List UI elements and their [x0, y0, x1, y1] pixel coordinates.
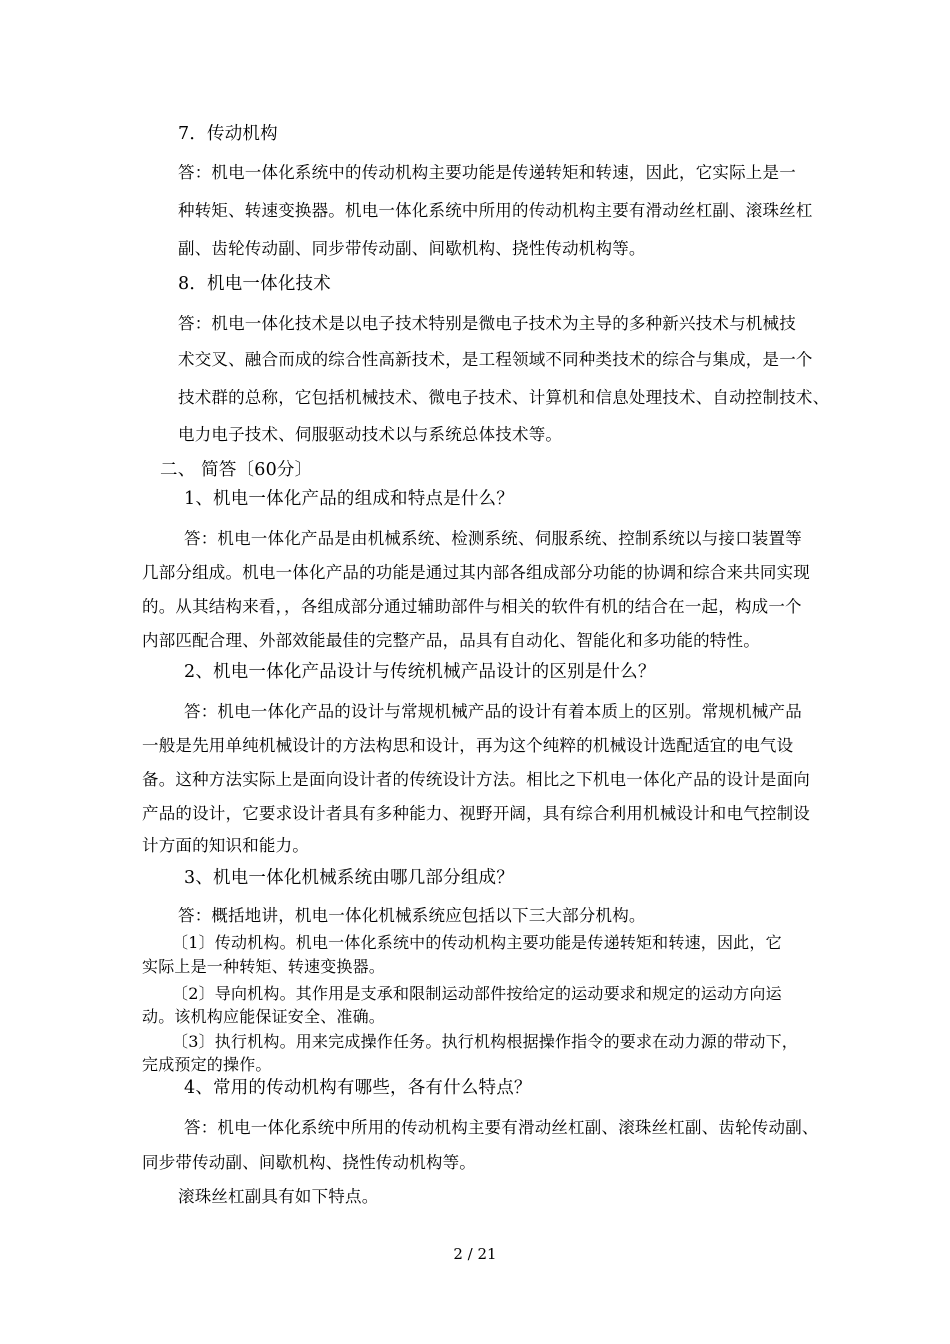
- section-7-line: 种转矩、转速变换器。机电一体化系统中所用的传动机构主要有滑动丝杠副、滚珠丝杠: [178, 201, 813, 220]
- answer-3-line: 实际上是一种转矩、转速变换器。: [142, 957, 386, 976]
- answer-2-line: 一般是先用单纯机械设计的方法构思和设计，再为这个纯粹的机械设计选配适宜的电气设: [142, 736, 794, 755]
- answer-4-line: 滚珠丝杠副具有如下特点。: [178, 1187, 379, 1206]
- answer-3-line: 〔1〕传动机构。机电一体化系统中的传动机构主要功能是传递转矩和转速，因此，它: [172, 933, 782, 952]
- question-2: 2、机电一体化产品设计与传统机械产品设计的区别是什么？: [184, 662, 656, 682]
- section-8-line: 电力电子技术、伺服驱动技术以与系统总体技术等。: [178, 425, 563, 444]
- answer-2-line: 备。这种方法实际上是面向设计者的传统设计方法。相比之下机电一体化产品的设计是面向: [142, 770, 810, 789]
- page-number: 2 / 21: [453, 1245, 497, 1263]
- question-3: 3、机电一体化机械系统由哪几部分组成？: [184, 868, 514, 888]
- answer-2-line: 计方面的知识和能力。: [142, 836, 309, 855]
- answer-3-line: 〔3〕执行机构。用来完成操作任务。执行机构根据操作指令的要求在动力源的带动下，: [172, 1032, 798, 1051]
- answer-4-line: 同步带传动副、间歇机构、挠性传动机构等。: [142, 1153, 476, 1172]
- answer-3-intro: 答：概括地讲，机电一体化机械系统应包括以下三大部分机构。: [178, 906, 646, 925]
- section-7-heading: 7．传动机构: [178, 124, 278, 144]
- answer-4-line: 答：机电一体化系统中所用的传动机构主要有滑动丝杠副、滚珠丝杠副、齿轮传动副、: [184, 1118, 819, 1137]
- question-4: 4、常用的传动机构有哪些，各有什么特点？: [184, 1078, 532, 1098]
- answer-1-line: 答：机电一体化产品是由机械系统、检测系统、伺服系统、控制系统以与接口装置等: [184, 529, 802, 548]
- section-8-line: 技术群的总称，它包括机械技术、微电子技术、计算机和信息处理技术、自动控制技术、: [178, 388, 830, 407]
- answer-2-line: 答：机电一体化产品的设计与常规机械产品的设计有着本质上的区别。常规机械产品: [184, 702, 802, 721]
- answer-3-line: 动。该机构应能保证安全、准确。: [142, 1007, 386, 1026]
- answer-1-line: 内部匹配合理、外部效能最佳的完整产品，品具有自动化、智能化和多功能的特性。: [142, 631, 760, 650]
- section-7-line: 答：机电一体化系统中的传动机构主要功能是传递转矩和转速，因此，它实际上是一: [178, 163, 796, 182]
- section-8-line: 术交叉、融合而成的综合性高新技术，是工程领域不同种类技术的综合与集成，是一个: [178, 350, 813, 369]
- section-8-heading: 8．机电一体化技术: [178, 274, 331, 294]
- answer-3-line: 〔2〕导向机构。其作用是支承和限制运动部件按给定的运动要求和规定的运动方向运: [172, 984, 782, 1003]
- section-8-line: 答：机电一体化技术是以电子技术特别是微电子技术为主导的多种新兴技术与机械技: [178, 314, 796, 333]
- part-two-heading: 二、 简答〔60分〕: [160, 460, 313, 480]
- answer-1-line: 的。从其结构来看，，各组成部分通过辅助部件与相关的软件有机的结合在一起，构成一个: [142, 597, 802, 616]
- answer-2-line: 产品的设计，它要求设计者具有多种能力、视野开阔，具有综合利用机械设计和电气控制设: [142, 804, 810, 823]
- question-1: 1、机电一体化产品的组成和特点是什么？: [184, 489, 514, 509]
- answer-3-line: 完成预定的操作。: [142, 1055, 272, 1074]
- section-7-line: 副、齿轮传动副、同步带传动副、间歇机构、挠性传动机构等。: [178, 239, 646, 258]
- answer-1-line: 几部分组成。机电一体化产品的功能是通过其内部各组成部分功能的协调和综合来共同实现: [142, 563, 810, 582]
